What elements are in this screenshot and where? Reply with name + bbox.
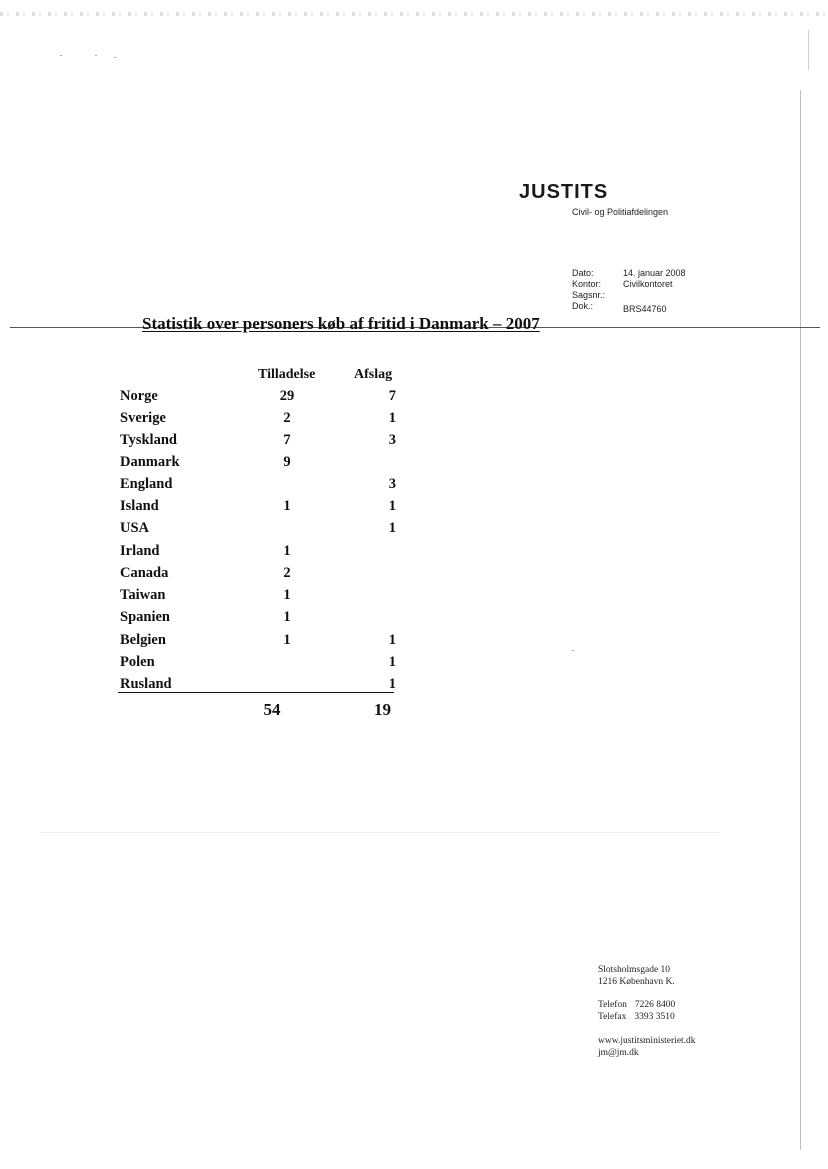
meta-label-case: Sagsnr.:	[572, 290, 606, 300]
meta-value-doc: BRS44760	[623, 304, 667, 314]
afslag-cell: 1	[388, 520, 396, 536]
table-row	[0, 654, 828, 676]
afslag-cell: 1	[388, 632, 396, 648]
telefax-label: Telefax	[598, 1011, 627, 1022]
table-row	[0, 454, 828, 476]
tilladelse-cell: 1	[283, 632, 291, 648]
telefon-label: Telefon	[598, 1000, 627, 1010]
table-row	[0, 388, 828, 410]
country-cell: Norge	[120, 388, 158, 404]
footer-phone	[598, 1000, 675, 1023]
country-cell: Danmark	[120, 454, 180, 470]
tilladelse-cell: 1	[283, 498, 291, 514]
afslag-cell: 1	[388, 410, 396, 426]
tilladelse-cell: 1	[283, 543, 291, 559]
total-tilladelse: 54	[263, 700, 281, 719]
meta-values	[623, 268, 686, 315]
country-cell: Island	[120, 498, 159, 514]
table-row	[0, 498, 828, 520]
table-row	[0, 676, 828, 698]
country-cell: USA	[120, 520, 150, 536]
afslag-cell: 1	[388, 498, 396, 514]
country-cell: Polen	[120, 654, 155, 670]
scan-speck	[60, 55, 62, 56]
meta-label-doc: Dok.:	[572, 301, 594, 311]
table-row	[0, 520, 828, 542]
tilladelse-cell: 2	[283, 565, 291, 581]
ministry-logo: JUSTITS	[519, 181, 609, 203]
afslag-cell: 1	[388, 654, 396, 670]
footer-address	[598, 965, 675, 988]
country-cell: Rusland	[120, 676, 172, 692]
tilladelse-cell: 1	[283, 587, 291, 603]
website-link: www.justitsministeriet.dk	[598, 1036, 696, 1046]
scan-speck	[95, 55, 97, 56]
faint-scan-rule	[40, 832, 720, 833]
table-row	[0, 543, 828, 565]
telefax-number: 3393 3510	[634, 1011, 675, 1022]
country-cell: Irland	[120, 543, 160, 559]
email-link: jm@jm.dk	[598, 1047, 639, 1058]
tilladelse-cell: 2	[283, 410, 291, 426]
afslag-cell: 3	[388, 476, 396, 492]
meta-labels	[572, 268, 605, 312]
page-title: Statistik over personers køb af fritid i Danmark – 2007	[142, 314, 540, 333]
meta-value-case	[623, 290, 686, 301]
country-cell: England	[120, 476, 173, 492]
tilladelse-cell: 7	[283, 432, 291, 448]
table-row	[0, 410, 828, 432]
total-rule	[118, 692, 394, 693]
tilladelse-cell: 29	[279, 388, 295, 404]
telefon-number: 7226 8400	[634, 1000, 676, 1010]
address-line1: Slotsholmsgade 10	[598, 965, 671, 975]
column-header-tilladelse: Tilladelse	[258, 367, 316, 382]
afslag-cell: 7	[388, 388, 396, 404]
meta-label-office: Kontor:	[572, 279, 602, 289]
country-cell: Sverige	[120, 410, 166, 426]
meta-value-office: Civilkontoret	[623, 279, 673, 289]
address-line2: 1216 København K.	[598, 976, 675, 987]
table-row	[0, 432, 828, 454]
meta-label-date: Dato:	[572, 268, 594, 278]
afslag-cell: 1	[388, 676, 396, 692]
scan-speck	[114, 57, 116, 58]
tilladelse-cell: 1	[283, 609, 291, 625]
table-row	[0, 632, 828, 654]
tilladelse-cell: 9	[283, 454, 291, 470]
country-cell: Canada	[120, 565, 169, 581]
table-row	[0, 565, 828, 587]
table-row	[0, 609, 828, 631]
total-afslag: 19	[374, 700, 391, 719]
country-cell: Taiwan	[120, 587, 166, 603]
country-cell: Spanien	[120, 609, 170, 625]
department-name: Civil- og Politiafdelingen	[572, 207, 669, 217]
scan-artifact-top	[0, 12, 828, 16]
country-cell: Belgien	[120, 632, 166, 648]
meta-value-date: 14. januar 2008	[623, 268, 686, 278]
page-edge-mark	[808, 30, 809, 70]
table-row	[0, 587, 828, 609]
afslag-cell: 3	[388, 432, 396, 448]
footer-web	[598, 1036, 696, 1059]
table-row	[0, 476, 828, 498]
column-header-afslag: Afslag	[354, 367, 393, 382]
country-cell: Tyskland	[120, 432, 177, 448]
